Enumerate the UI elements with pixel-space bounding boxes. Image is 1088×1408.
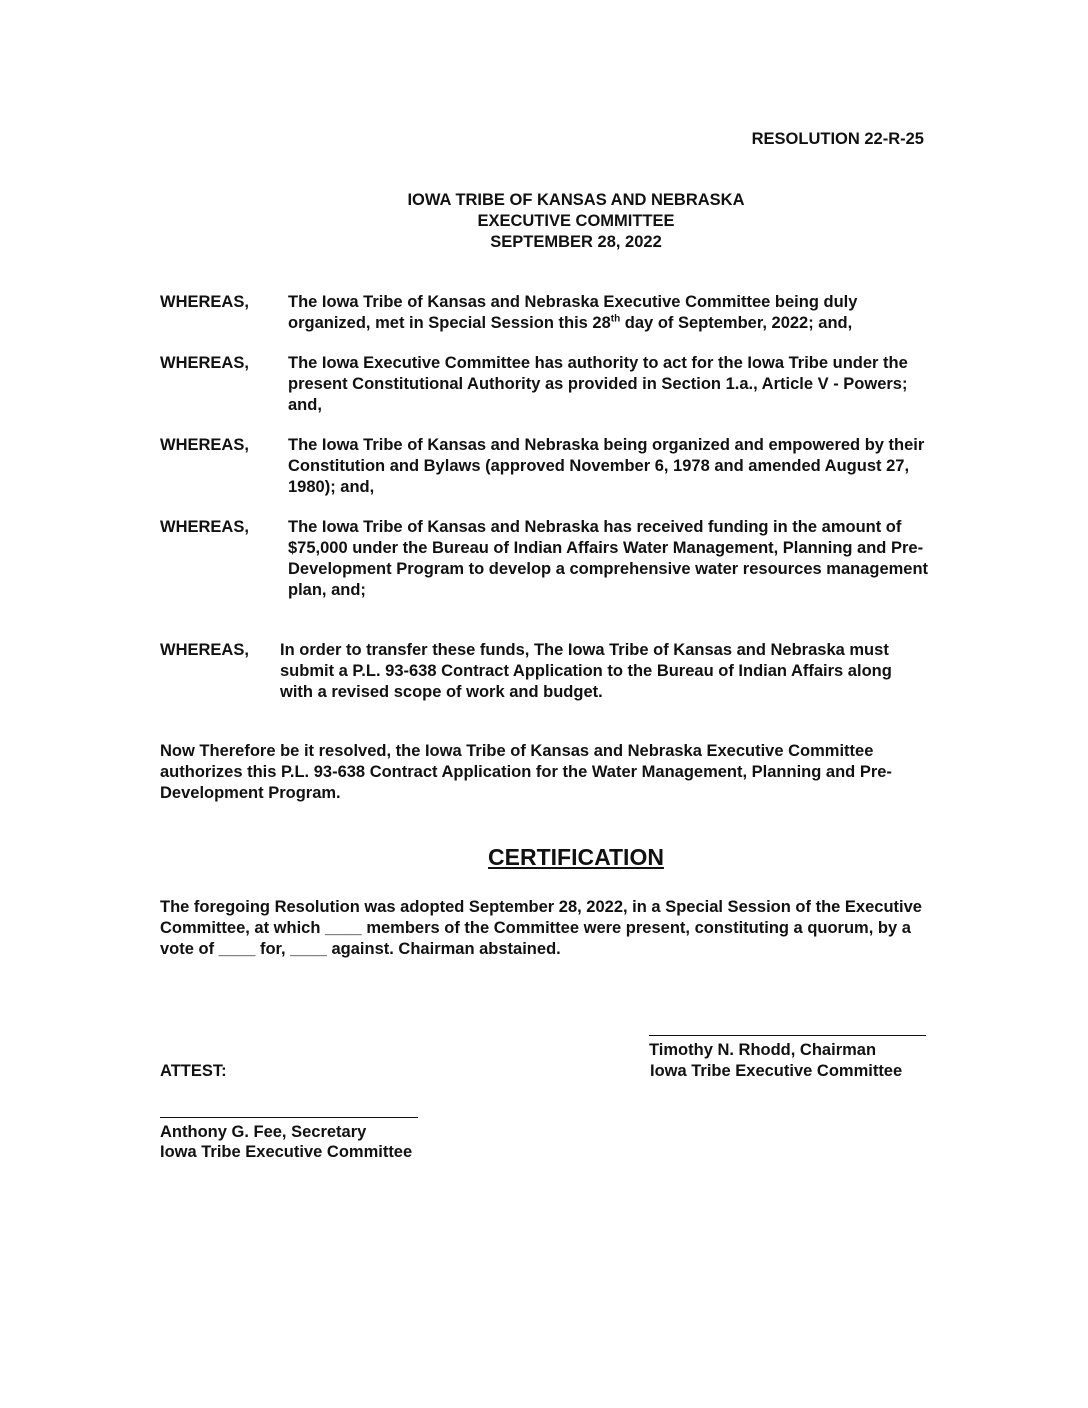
- certification-body: The foregoing Resolution was adopted September 28, 2022, in a Special Session of the Executive Committee, at which ____ members of the Committee were present, constituting a quorum, by a vote of ____ for, ____ against. Chairman abstained.: [160, 898, 922, 958]
- whereas-text: In order to transfer these funds, The Iowa Tribe of Kansas and Nebraska must submit a P.L. 93-638 Contract Application to the Bureau of Indian Affairs along with a revised scope of work and budget.: [280, 641, 892, 701]
- chairman-name: Timothy N. Rhodd, Chairman: [649, 1041, 877, 1059]
- resolved-paragraph: Now Therefore be it resolved, the Iowa Tribe of Kansas and Nebraska Executive Committee authorizes this P.L. 93-638 Contract Application for the Water Management, Planning and Pre-Development Program.: [160, 742, 892, 802]
- whereas-label: WHEREAS,: [160, 436, 249, 454]
- attest-label: ATTEST:: [160, 1062, 227, 1080]
- whereas-text: The Iowa Tribe of Kansas and Nebraska Executive Committee being duly organized, met in Special Session this 28th day of September, 2022; and,: [288, 293, 858, 332]
- header-tribe-name: IOWA TRIBE OF KANSAS AND NEBRASKA: [407, 191, 745, 209]
- whereas-label: WHEREAS,: [160, 354, 249, 372]
- secretary-signature-line: [160, 1117, 418, 1118]
- whereas-label: WHEREAS,: [160, 641, 249, 659]
- whereas-text: The Iowa Executive Committee has authority to act for the Iowa Tribe under the present Constitutional Authority as provided in Section 1.a., Article V - Powers; and,: [288, 354, 908, 414]
- header-date: SEPTEMBER 28, 2022: [490, 233, 662, 251]
- chairman-signature-line: [649, 1035, 926, 1036]
- chairman-org: Iowa Tribe Executive Committee: [650, 1062, 903, 1080]
- secretary-name: Anthony G. Fee, Secretary: [160, 1123, 367, 1141]
- secretary-org: Iowa Tribe Executive Committee: [160, 1143, 413, 1161]
- header-committee: EXECUTIVE COMMITTEE: [477, 212, 675, 230]
- whereas-label: WHEREAS,: [160, 518, 249, 536]
- whereas-text: The Iowa Tribe of Kansas and Nebraska has received funding in the amount of $75,000 under the Bureau of Indian Affairs Water Management, Planning and Pre-Development Program to develop a comprehensive water resources management plan, and;: [288, 518, 929, 599]
- certification-title: CERTIFICATION: [488, 844, 664, 870]
- whereas-label: WHEREAS,: [160, 293, 249, 311]
- resolution-number: RESOLUTION 22-R-25: [751, 130, 924, 148]
- document-header: [0, 190, 1088, 253]
- whereas-text: The Iowa Tribe of Kansas and Nebraska being organized and empowered by their Constitution and Bylaws (approved November 6, 1978 and amended August 27, 1980); and,: [288, 436, 925, 496]
